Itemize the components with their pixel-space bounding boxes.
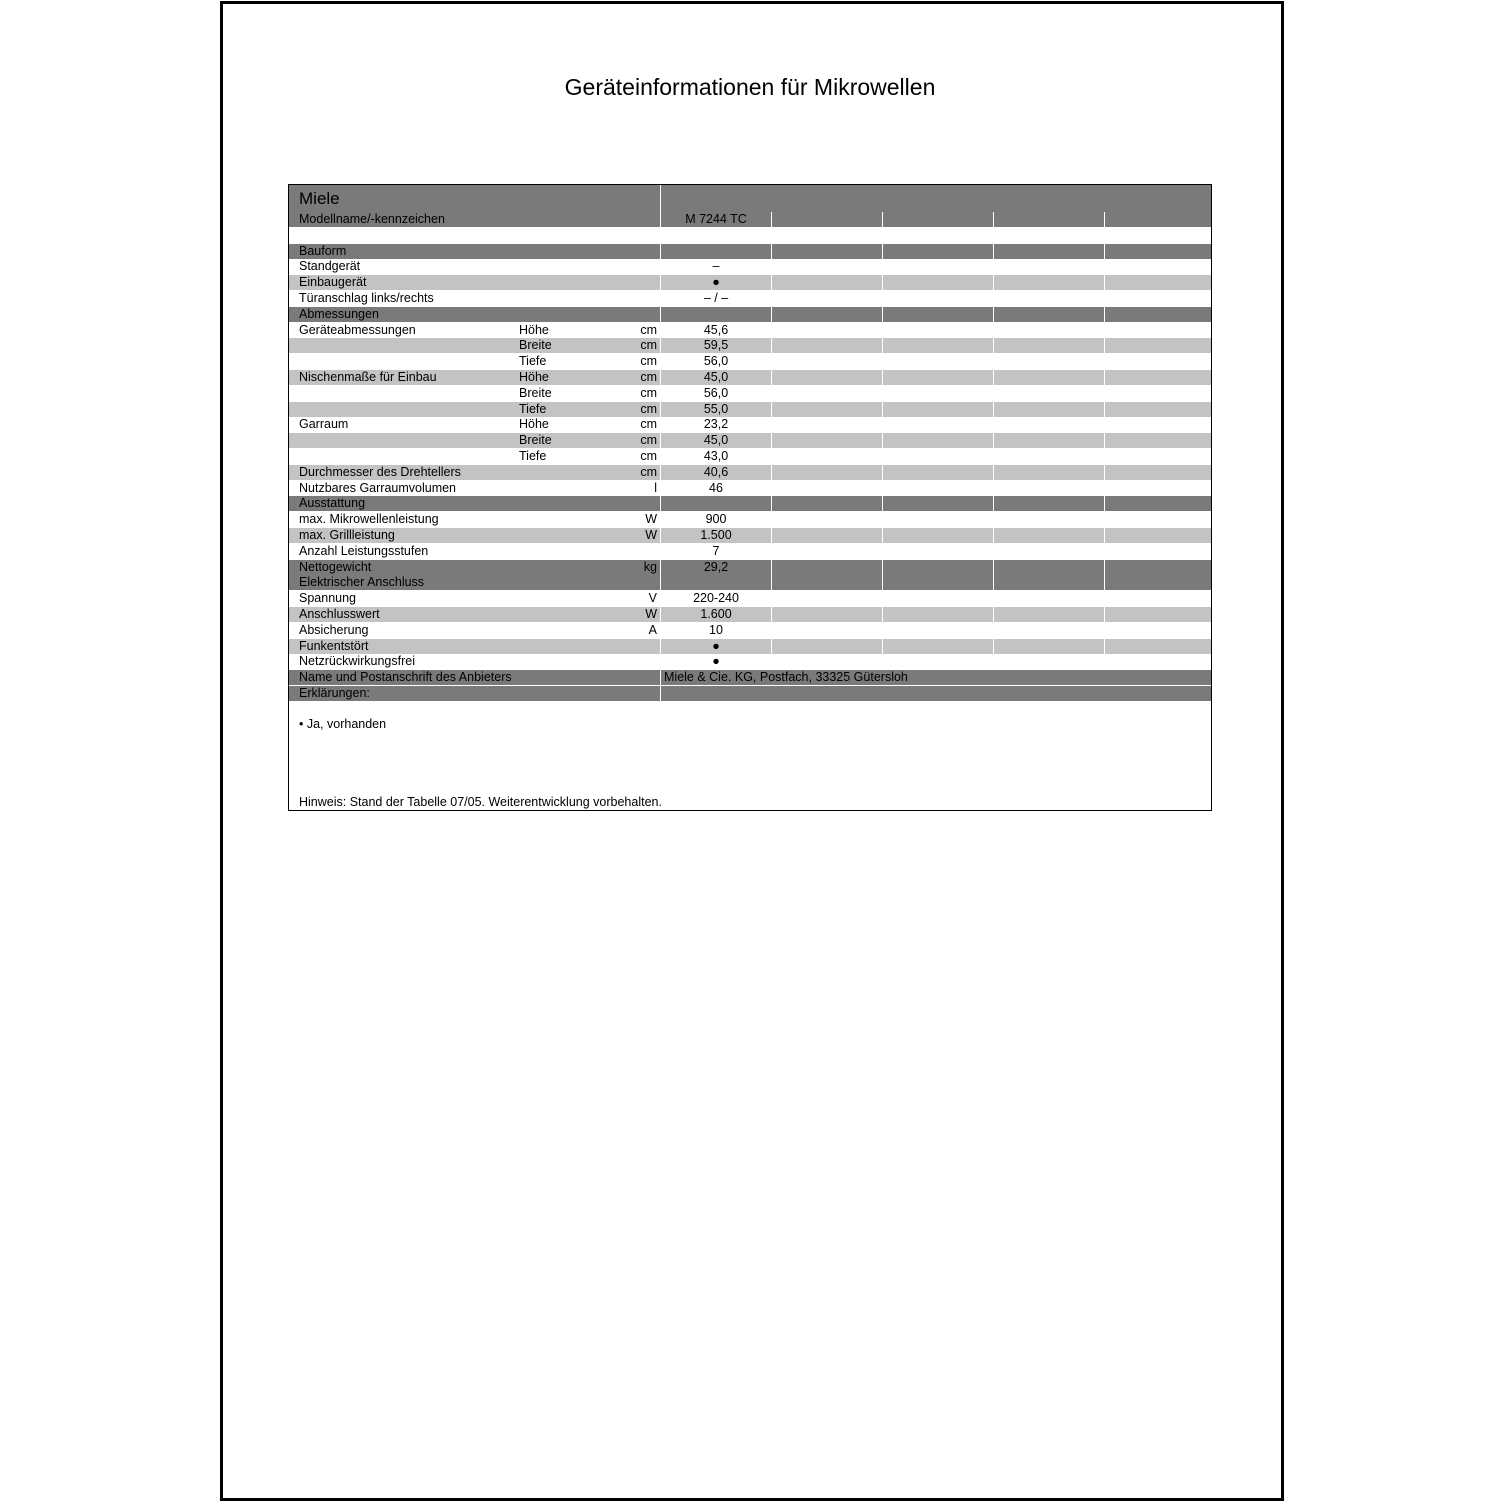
column-divider <box>660 433 661 448</box>
row-sublabel: Höhe <box>519 417 549 432</box>
notes-header-row <box>289 686 1211 701</box>
column-divider <box>660 465 661 480</box>
table-row <box>289 386 1211 401</box>
column-divider <box>660 370 661 385</box>
row-value: 900 <box>705 512 727 527</box>
column-divider <box>882 244 883 259</box>
column-divider <box>771 370 772 385</box>
column-divider <box>993 307 994 322</box>
column-divider <box>882 307 883 322</box>
row-value: 59,5 <box>703 338 729 353</box>
row-label: Durchmesser des Drehtellers <box>299 464 461 479</box>
table-row <box>289 259 1211 274</box>
row-value: 45,6 <box>703 322 729 337</box>
table-row <box>289 307 1211 322</box>
row-unit: A <box>648 622 657 637</box>
row-value <box>661 496 771 511</box>
legend-text: • Ja, vorhanden <box>299 717 387 731</box>
table-row <box>289 465 1211 480</box>
table-row <box>289 370 1211 385</box>
row-unit <box>589 228 657 243</box>
row-value: 1.500 <box>700 528 732 542</box>
row-unit: cm <box>640 433 657 448</box>
brand-name: Miele <box>299 189 340 208</box>
row-unit: cm <box>640 401 657 416</box>
row-sublabel: Breite <box>519 338 552 353</box>
row-value: 40,6 <box>703 464 729 479</box>
row-value: – / – <box>703 291 729 305</box>
row-value: 23,2 <box>703 417 729 432</box>
row-label: Garraum <box>299 417 349 432</box>
column-divider <box>993 560 994 575</box>
row-label: Netzrückwirkungsfrei <box>299 654 416 669</box>
row-unit: cm <box>640 370 657 384</box>
column-divider <box>1104 465 1105 480</box>
column-divider <box>882 607 883 622</box>
column-divider <box>660 402 661 417</box>
row-unit <box>589 244 657 259</box>
row-value: 1.600 <box>700 607 732 621</box>
row-unit <box>589 259 657 274</box>
column-divider <box>993 496 994 511</box>
column-divider <box>882 212 883 227</box>
row-label: Nutzbares Garraumvolumen <box>299 480 457 495</box>
column-divider <box>1104 433 1105 448</box>
column-divider <box>993 212 994 227</box>
brand-header-row <box>289 185 1211 212</box>
table-row <box>289 449 1211 464</box>
row-label: Elektrischer Anschluss <box>299 575 425 590</box>
column-divider <box>993 433 994 448</box>
column-divider <box>882 560 883 575</box>
table-row <box>289 639 1211 654</box>
table-row <box>289 433 1211 448</box>
row-unit <box>589 575 657 590</box>
table-row <box>289 560 1211 575</box>
table-row <box>289 244 1211 259</box>
column-divider <box>660 686 661 701</box>
row-unit: W <box>645 512 657 527</box>
column-divider <box>1104 402 1105 417</box>
column-divider <box>882 575 883 590</box>
row-label: Anzahl Leistungsstufen <box>299 543 429 558</box>
row-unit <box>589 544 657 559</box>
footnote-text: Hinweis: Stand der Tabelle 07/05. Weiterentwicklung vorbehalten. <box>299 795 662 809</box>
column-divider <box>1104 575 1105 590</box>
row-sublabel: Breite <box>519 385 552 400</box>
table-row <box>289 481 1211 496</box>
row-label: Nettogewicht <box>299 559 372 574</box>
table-row <box>289 291 1211 306</box>
column-divider <box>993 465 994 480</box>
row-value: 43,0 <box>703 449 729 463</box>
row-label: Anschlusswert <box>299 607 380 621</box>
column-divider <box>660 528 661 543</box>
column-divider <box>660 560 661 575</box>
column-divider <box>771 560 772 575</box>
row-label: max. Grillleistung <box>299 528 395 542</box>
row-value <box>661 575 771 590</box>
row-value: ● <box>712 275 720 290</box>
row-value: 56,0 <box>703 354 729 369</box>
table-row <box>289 323 1211 338</box>
row-label: Abmessungen <box>299 306 379 321</box>
column-divider <box>1104 275 1105 290</box>
column-divider <box>993 639 994 654</box>
column-divider <box>882 465 883 480</box>
row-value: 55,0 <box>703 401 729 416</box>
row-unit: l <box>654 480 657 495</box>
column-divider <box>1104 528 1105 543</box>
row-value: 45,0 <box>703 370 729 384</box>
row-label: Funkentstört <box>299 638 369 653</box>
row-value: 46 <box>709 480 723 495</box>
column-divider <box>660 607 661 622</box>
column-divider <box>660 496 661 511</box>
spec-table <box>288 184 1212 811</box>
column-divider <box>660 575 661 590</box>
row-value: 7 <box>712 543 720 558</box>
row-value: M 7244 TC <box>685 212 747 226</box>
column-divider <box>882 639 883 654</box>
column-divider <box>882 370 883 385</box>
row-value: ● <box>712 654 720 669</box>
column-divider <box>771 338 772 353</box>
row-value: ● <box>712 638 720 653</box>
table-row <box>289 544 1211 559</box>
supplier-label: Name und Postanschrift des Anbieters <box>299 670 512 685</box>
column-divider <box>993 607 994 622</box>
column-divider <box>882 402 883 417</box>
column-divider <box>660 639 661 654</box>
column-divider <box>771 465 772 480</box>
column-divider <box>882 275 883 290</box>
row-label: Nischenmaße für Einbau <box>299 370 437 384</box>
column-divider <box>993 402 994 417</box>
column-divider <box>660 185 661 212</box>
table-row <box>289 591 1211 606</box>
column-divider <box>771 433 772 448</box>
table-row <box>289 228 1211 243</box>
column-divider <box>771 528 772 543</box>
row-value: 220-240 <box>693 591 739 606</box>
row-label: Modellname/-kennzeichen <box>299 212 445 226</box>
column-divider <box>993 275 994 290</box>
table-row <box>289 402 1211 417</box>
column-divider <box>660 307 661 322</box>
row-unit: cm <box>640 354 657 369</box>
column-divider <box>660 338 661 353</box>
row-value <box>661 228 771 243</box>
table-row <box>289 496 1211 511</box>
row-sublabel: Tiefe <box>519 354 547 369</box>
table-row <box>289 212 1211 227</box>
column-divider <box>1104 244 1105 259</box>
column-divider <box>1104 607 1105 622</box>
table-row <box>289 575 1211 590</box>
supplier-row <box>289 670 1211 685</box>
row-unit: W <box>645 607 657 621</box>
column-divider <box>771 496 772 511</box>
table-row <box>289 654 1211 669</box>
row-unit: cm <box>640 449 657 463</box>
column-divider <box>771 607 772 622</box>
row-unit <box>589 212 657 227</box>
row-unit <box>589 275 657 290</box>
row-value: – <box>712 259 720 274</box>
row-unit: cm <box>640 464 657 479</box>
document-title: Geräteinformationen für Mikrowellen <box>564 74 936 100</box>
row-sublabel: Höhe <box>519 322 549 337</box>
row-sublabel: Tiefe <box>519 401 547 416</box>
row-unit: cm <box>640 322 657 337</box>
row-unit <box>589 654 657 669</box>
column-divider <box>882 338 883 353</box>
table-row <box>289 354 1211 369</box>
row-unit <box>589 639 657 654</box>
column-divider <box>882 433 883 448</box>
column-divider <box>993 338 994 353</box>
row-sublabel: Höhe <box>519 370 549 384</box>
row-label: Ausstattung <box>299 496 366 511</box>
row-unit <box>589 307 657 322</box>
column-divider <box>660 670 661 685</box>
row-label: Geräteabmessungen <box>299 322 416 337</box>
column-divider <box>1104 639 1105 654</box>
column-divider <box>1104 560 1105 575</box>
column-divider <box>771 307 772 322</box>
column-divider <box>993 370 994 385</box>
row-value <box>661 244 771 259</box>
row-value: 45,0 <box>703 433 729 448</box>
column-divider <box>771 575 772 590</box>
row-unit <box>589 291 657 306</box>
row-unit <box>589 496 657 511</box>
notes-label: Erklärungen: <box>299 686 370 700</box>
row-unit: cm <box>640 385 657 400</box>
column-divider <box>1104 338 1105 353</box>
column-divider <box>1104 307 1105 322</box>
column-divider <box>882 528 883 543</box>
table-row <box>289 417 1211 432</box>
row-label: Türanschlag links/rechts <box>299 291 434 305</box>
table-row <box>289 607 1211 622</box>
row-unit: cm <box>640 417 657 432</box>
column-divider <box>993 528 994 543</box>
row-label: Standgerät <box>299 259 361 274</box>
row-value: 29,2 <box>703 559 729 574</box>
row-value <box>661 307 771 322</box>
column-divider <box>1104 496 1105 511</box>
row-label: Bauform <box>299 243 347 258</box>
row-label: Einbaugerät <box>299 275 367 290</box>
row-unit: kg <box>643 559 657 574</box>
column-divider <box>660 244 661 259</box>
column-divider <box>1104 212 1105 227</box>
row-label: Spannung <box>299 591 357 606</box>
table-row <box>289 338 1211 353</box>
row-label: Absicherung <box>299 622 369 637</box>
row-value: 56,0 <box>703 385 729 400</box>
row-label: max. Mikrowellenleistung <box>299 512 439 527</box>
column-divider <box>882 496 883 511</box>
row-unit: V <box>648 591 657 606</box>
column-divider <box>660 275 661 290</box>
row-value: 10 <box>709 622 723 637</box>
table-row <box>289 275 1211 290</box>
table-row <box>289 512 1211 527</box>
row-unit: W <box>645 528 657 542</box>
row-sublabel: Tiefe <box>519 449 547 463</box>
column-divider <box>993 575 994 590</box>
column-divider <box>771 212 772 227</box>
table-row <box>289 623 1211 638</box>
row-sublabel: Breite <box>519 433 552 448</box>
column-divider <box>771 639 772 654</box>
column-divider <box>771 402 772 417</box>
supplier-address: Miele & Cie. KG, Postfach, 33325 Gütersloh <box>664 670 908 685</box>
column-divider <box>993 244 994 259</box>
column-divider <box>771 244 772 259</box>
table-row <box>289 528 1211 543</box>
column-divider <box>771 275 772 290</box>
column-divider <box>660 212 661 227</box>
row-unit: cm <box>640 338 657 353</box>
column-divider <box>1104 370 1105 385</box>
